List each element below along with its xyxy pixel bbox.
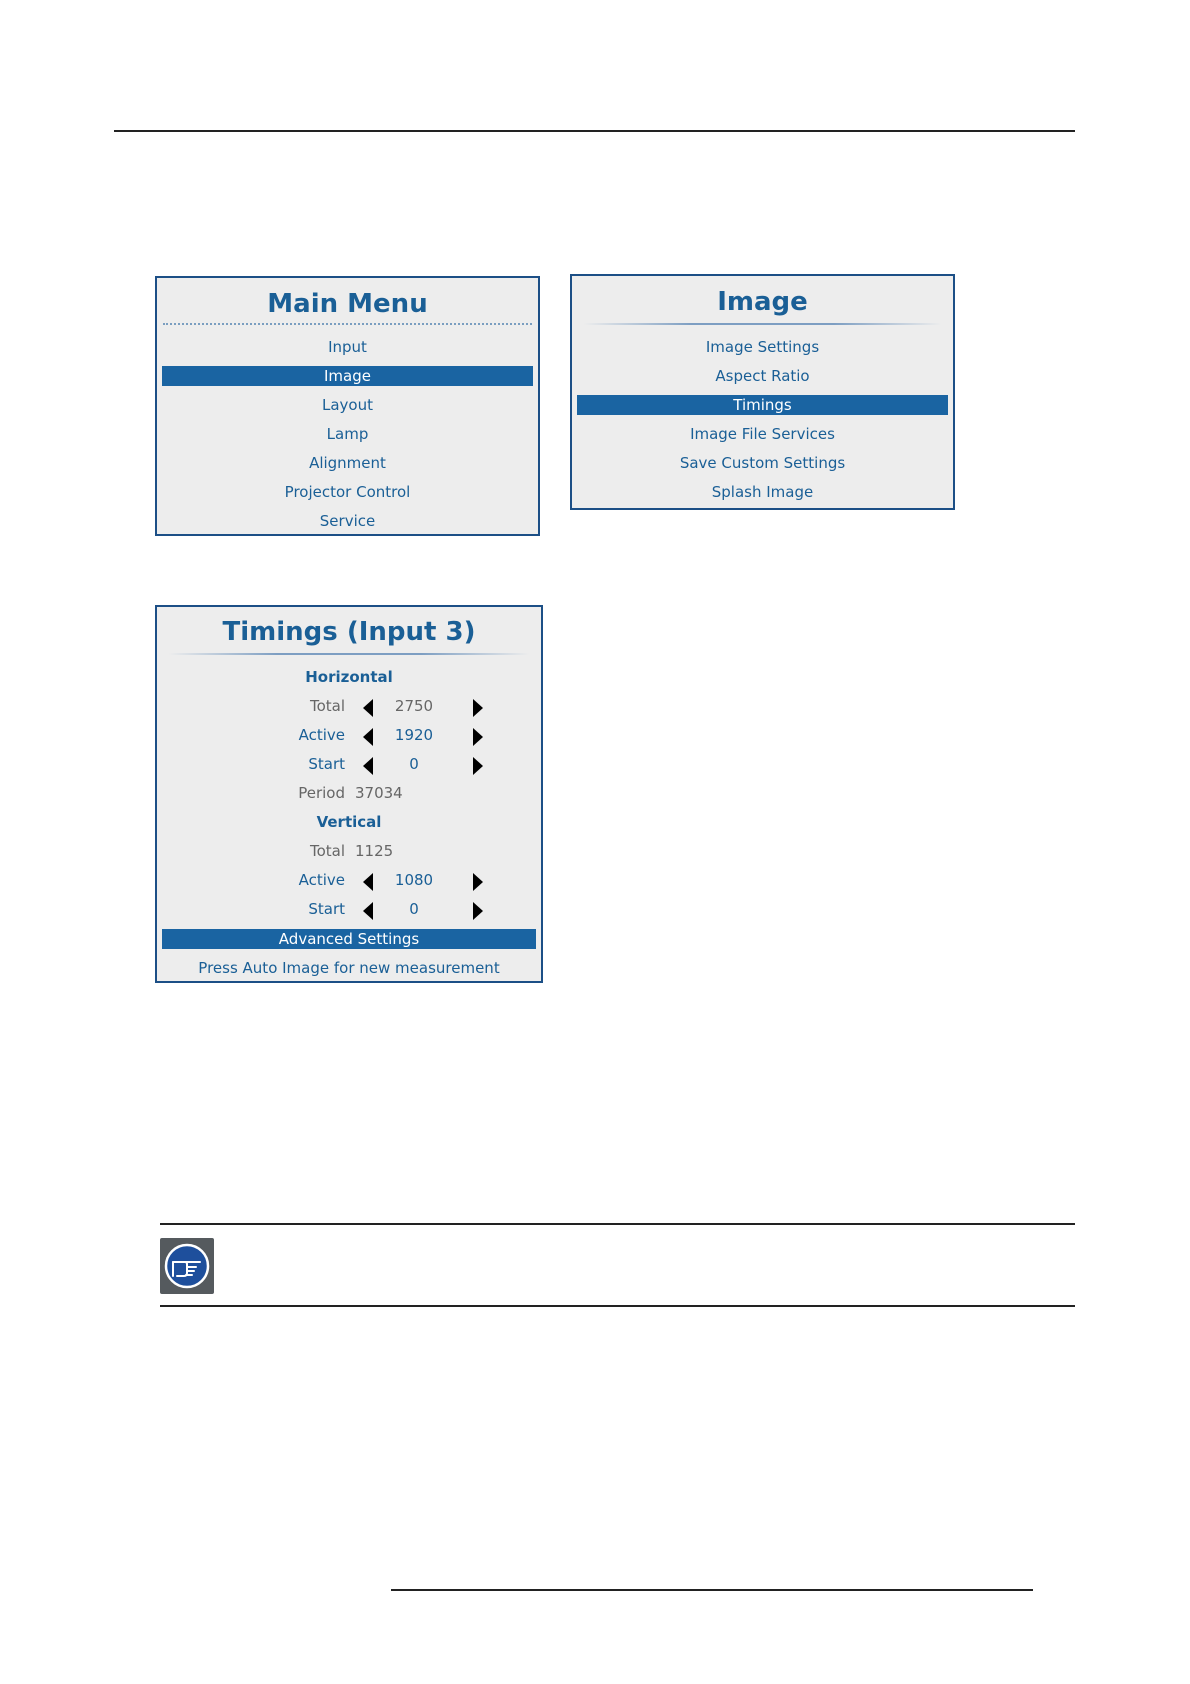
advanced-settings-button[interactable]: Advanced Settings: [162, 929, 536, 949]
v-total-label: Total: [309, 842, 345, 860]
timings-panel: [155, 605, 543, 983]
decrease-arrow-icon[interactable]: [363, 902, 373, 920]
title-divider: [584, 323, 941, 325]
v-start-row: [157, 895, 541, 924]
vertical-heading: Vertical: [316, 813, 382, 831]
h-start-row: [157, 750, 541, 779]
menu-item-save-custom-settings[interactable]: Save Custom Settings: [679, 454, 846, 472]
h-active-label: Active: [298, 726, 345, 744]
h-period-label: Period: [298, 784, 345, 802]
auto-image-hint: Press Auto Image for new measurement: [198, 959, 500, 977]
h-total-row: [157, 692, 541, 721]
note-bottom-rule: [160, 1305, 1075, 1307]
note-icon: [160, 1238, 214, 1294]
menu-item-splash-image[interactable]: Splash Image: [711, 483, 814, 501]
menu-item-service[interactable]: Service: [319, 512, 376, 530]
increase-arrow-icon[interactable]: [473, 728, 483, 746]
h-start-value[interactable]: 0: [409, 755, 419, 773]
menu-item-timings[interactable]: Timings: [577, 395, 948, 415]
note-top-rule: [160, 1223, 1075, 1225]
v-total-value: 1125: [355, 842, 394, 860]
v-active-label: Active: [298, 871, 345, 889]
menu-item-alignment[interactable]: Alignment: [309, 454, 386, 472]
menu-item-image-settings[interactable]: Image Settings: [705, 338, 820, 356]
menu-item-lamp[interactable]: Lamp: [326, 425, 369, 443]
increase-arrow-icon[interactable]: [473, 902, 483, 920]
decrease-arrow-icon[interactable]: [363, 873, 373, 891]
h-period-value: 37034: [355, 784, 403, 802]
v-start-label: Start: [308, 900, 345, 918]
v-total-row: [157, 837, 541, 866]
title-divider: [163, 323, 532, 325]
decrease-arrow-icon[interactable]: [363, 699, 373, 717]
h-total-label: Total: [309, 697, 345, 715]
menu-item-layout[interactable]: Layout: [322, 396, 373, 414]
v-start-value[interactable]: 0: [409, 900, 419, 918]
menu-item-image-file-services[interactable]: Image File Services: [690, 425, 835, 443]
v-active-value[interactable]: 1080: [394, 871, 434, 889]
pointing-hand-icon: [160, 1238, 214, 1294]
increase-arrow-icon[interactable]: [473, 757, 483, 775]
image-menu-panel: [570, 274, 955, 510]
horizontal-heading: Horizontal: [305, 668, 393, 686]
menu-item-input[interactable]: Input: [328, 338, 367, 356]
h-total-value: 2750: [394, 697, 434, 715]
main-menu-title: Main Menu: [267, 289, 428, 319]
title-divider: [169, 653, 529, 655]
main-menu-panel: [155, 276, 540, 536]
footer-rule: [391, 1589, 1033, 1591]
v-active-row: [157, 866, 541, 895]
menu-item-image[interactable]: Image: [162, 366, 533, 386]
image-menu-title: Image: [717, 287, 808, 317]
h-period-row: [157, 779, 541, 808]
decrease-arrow-icon[interactable]: [363, 757, 373, 775]
increase-arrow-icon[interactable]: [473, 699, 483, 717]
header-rule: [114, 130, 1075, 132]
menu-item-aspect-ratio[interactable]: Aspect Ratio: [715, 367, 810, 385]
timings-title: Timings (Input 3): [222, 617, 476, 647]
decrease-arrow-icon[interactable]: [363, 728, 373, 746]
menu-item-projector-control[interactable]: Projector Control: [284, 483, 411, 501]
h-start-label: Start: [308, 755, 345, 773]
h-active-row: [157, 721, 541, 750]
h-active-value[interactable]: 1920: [394, 726, 434, 744]
increase-arrow-icon[interactable]: [473, 873, 483, 891]
